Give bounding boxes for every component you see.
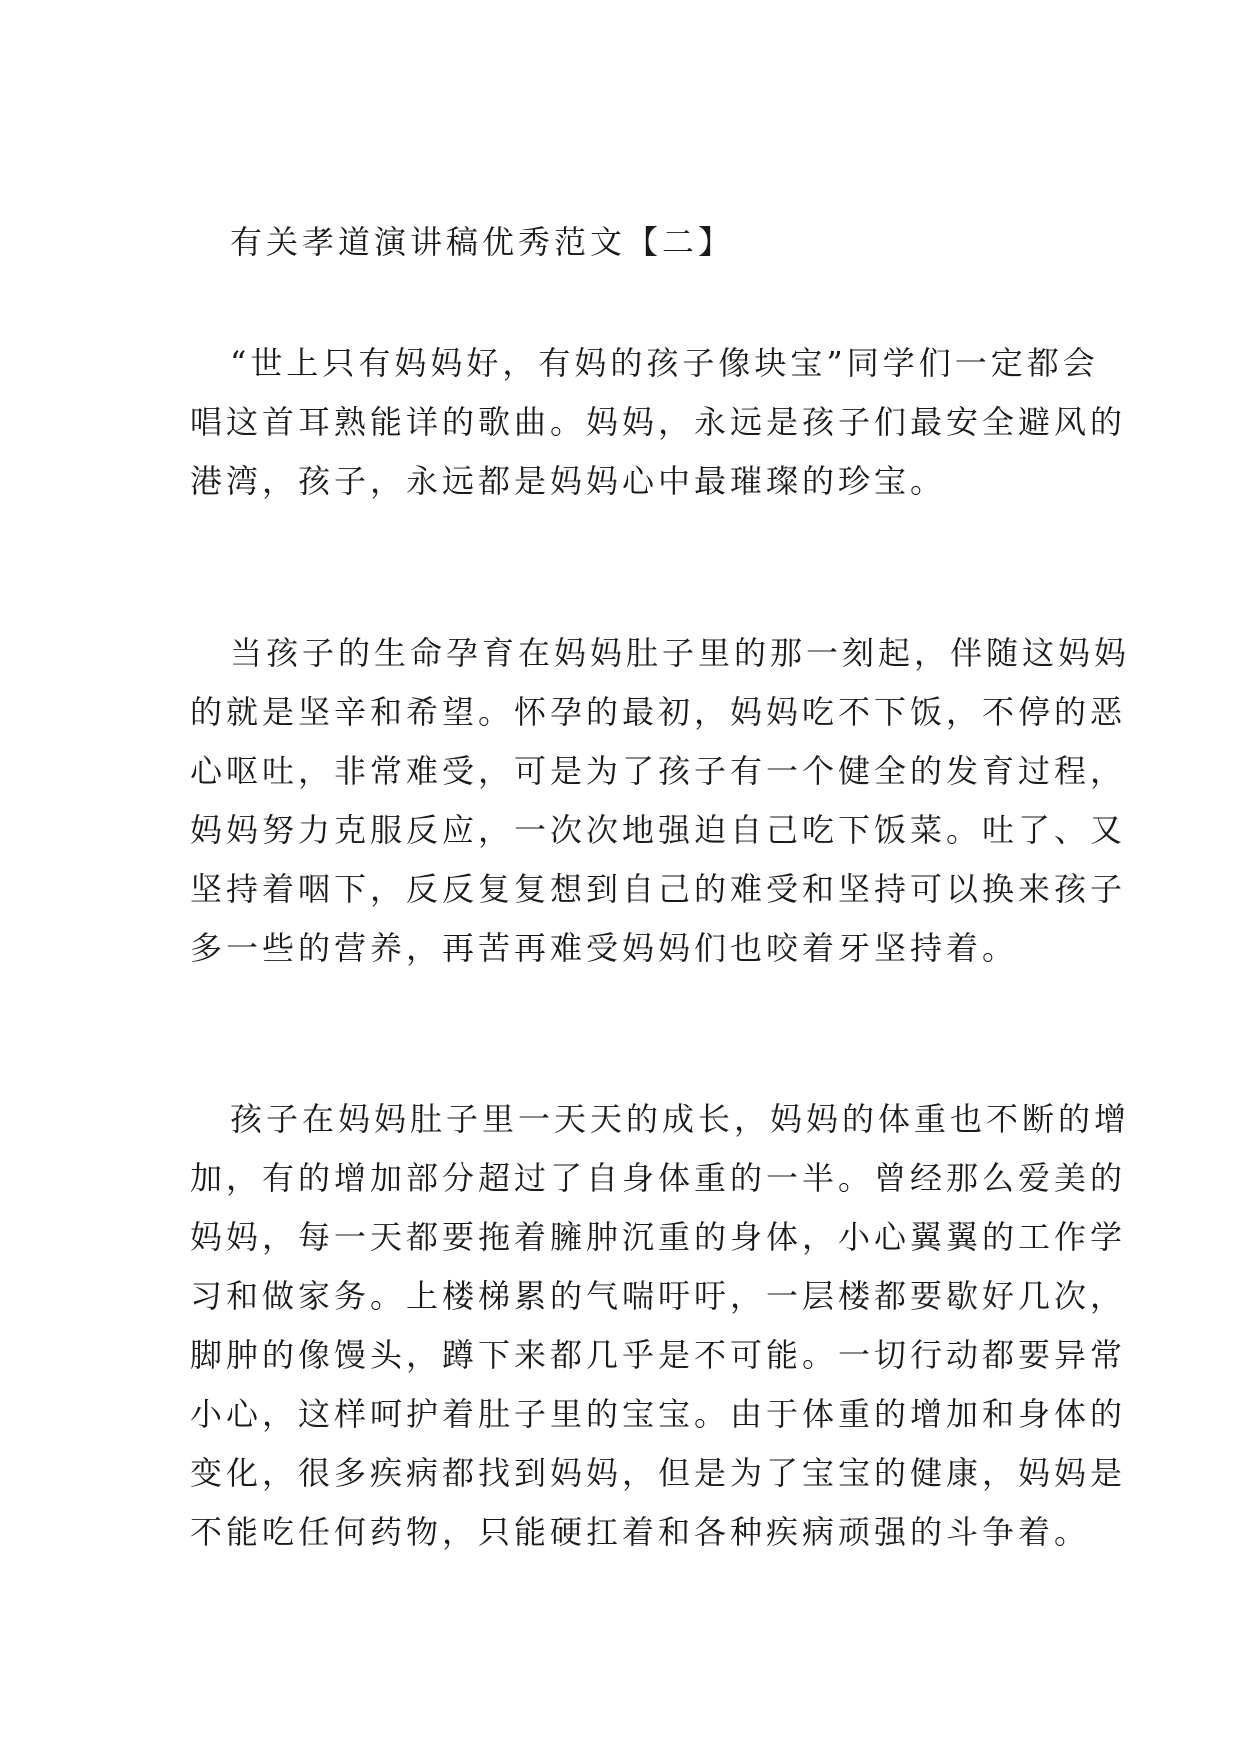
paragraph-1 [190,334,1127,511]
paragraph-line: 习和做家务。上楼梯累的气喘吁吁，一层楼都要歇好几次， [190,1277,1127,1315]
paragraph-line: 加，有的增加部分超过了自身体重的一半。曾经那么爱美的 [190,1159,1127,1197]
paragraph-2 [190,624,1131,978]
paragraph-line: 妈妈，每一天都要拖着臃肿沉重的身体，小心翼翼的工作学 [190,1218,1127,1256]
paragraph-line: 港湾，孩子，永远都是妈妈心中最璀璨的珍宝。 [190,462,947,500]
paragraph-line: 的就是坚辛和希望。怀孕的最初，妈妈吃不下饭，不停的恶 [190,693,1127,731]
document-title: 有关孝道演讲稿优秀范文【二】 [230,223,735,261]
paragraph-line: 变化，很多疾病都找到妈妈，但是为了宝宝的健康，妈妈是 [190,1454,1127,1492]
paragraph-line: 小心，这样呵护着肚子里的宝宝。由于体重的增加和身体的 [190,1395,1127,1433]
paragraph-line: 脚肿的像馒头，蹲下来都几乎是不可能。一切行动都要异常 [190,1336,1127,1374]
paragraph-line: 不能吃任何药物，只能硬扛着和各种疾病顽强的斗争着。 [190,1513,1091,1551]
paragraph-line: 多一些的营养，再苦再难受妈妈们也咬着牙坚持着。 [190,929,1019,967]
paragraph-line: 妈妈努力克服反应，一次次地强迫自己吃下饭菜。吐了、又 [190,811,1127,849]
paragraph-line: 坚持着咽下，反反复复想到自己的难受和坚持可以换来孩子 [190,870,1127,908]
paragraph-line: 当孩子的生命孕育在妈妈肚子里的那一刻起，伴随这妈妈 [230,634,1131,672]
paragraph-line: 孩子在妈妈肚子里一天天的成长，妈妈的体重也不断的增 [230,1100,1131,1138]
paragraph-line: 唱这首耳熟能详的歌曲。妈妈，永远是孩子们最安全避风的 [190,403,1127,441]
paragraph-line: 心呕吐，非常难受，可是为了孩子有一个健全的发育过程， [190,752,1127,790]
paragraph-3 [190,1090,1131,1562]
paragraph-line: “世上只有妈妈好，有妈的孩子像块宝”同学们一定都会 [230,344,1099,382]
